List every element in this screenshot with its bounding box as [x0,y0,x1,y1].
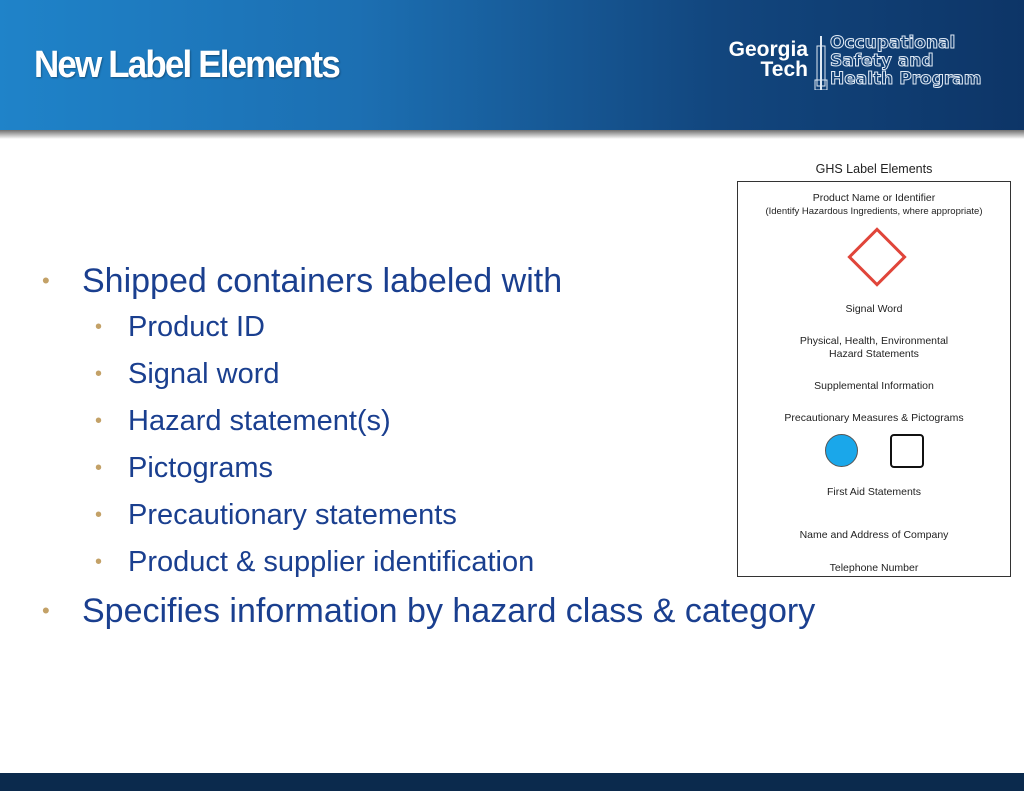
footer-bar [0,773,1024,791]
sub-bullet-text: Product & supplier identification [128,546,535,578]
bullet-dot-icon: • [42,598,50,623]
pictogram-circle-icon [825,434,858,467]
logo-program-line-2: Safety and [830,51,934,71]
ghs-supplemental: Supplemental Information [814,380,934,392]
sub-bullet-text: Signal word [128,358,280,390]
ghs-product-note: (Identify Hazardous Ingredients, where appropriate) [765,206,983,217]
tower-icon [814,36,828,90]
oshp-wordmark [830,34,981,88]
bullet-dot-icon: • [95,363,103,385]
bullet-dot-icon: • [95,504,103,526]
ghs-precautionary: Precautionary Measures & Pictograms [784,412,964,424]
ghs-figure-title: GHS Label Elements [815,162,933,176]
ghs-first-aid: First Aid Statements [827,486,921,498]
pictogram-square-icon [890,434,924,468]
sub-bullet-text: Pictograms [128,452,274,484]
georgia-tech-wordmark [704,40,808,80]
logo-line-tech: Tech [760,58,808,81]
ghs-label-diagram [737,181,1011,577]
logo-line-georgia: Georgia [728,38,808,61]
logo-program-line-3: Health Program [830,69,982,89]
logo-program-line-1: Occupational [830,33,956,53]
ghs-hazard-line-2: Hazard Statements [829,348,919,360]
slide-title: New Label Elements [34,44,339,86]
georgia-tech-oshp-logo [704,34,1016,94]
ghs-product-name: Product Name or Identifier [812,192,936,204]
sub-bullet-text: Hazard statement(s) [128,405,391,437]
bullet-dot-icon: • [95,316,103,338]
bullet-item [42,588,922,634]
ghs-signal-word: Signal Word [845,303,903,315]
sub-bullet-text: Precautionary statements [128,499,457,531]
header-shadow [0,130,1024,139]
bullet-text: Specifies information by hazard class & category [82,592,816,630]
hazard-diamond-icon [847,227,906,286]
bullet-dot-icon: • [42,268,50,293]
bullet-dot-icon: • [95,457,103,479]
ghs-company: Name and Address of Company [799,529,949,541]
sub-bullet-text: Product ID [128,311,265,343]
bullet-text: Shipped containers labeled with [82,262,563,300]
ghs-hazard-line-1: Physical, Health, Environmental [799,335,949,347]
bullet-dot-icon: • [95,551,103,573]
bullet-dot-icon: • [95,410,103,432]
ghs-telephone: Telephone Number [829,562,919,574]
